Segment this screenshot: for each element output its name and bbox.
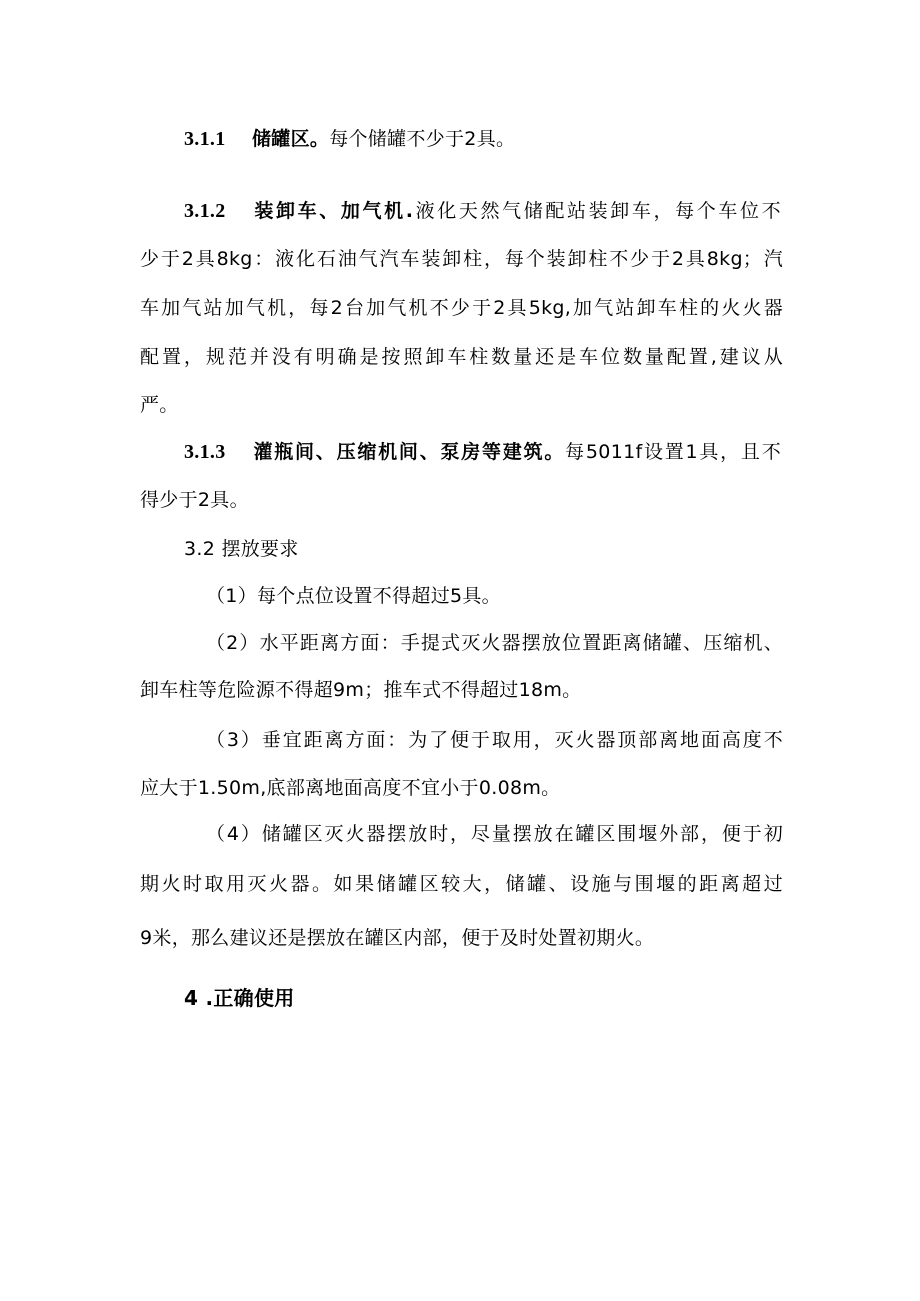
- paragraph-line: 得少于2具。: [140, 489, 249, 511]
- paragraph-line: 严。: [140, 394, 179, 416]
- paragraph-line: 9米，那么建议还是摆放在罐区内部，便于及时处置初期火。: [140, 927, 655, 949]
- paragraph-line: 液化天然气储配站装卸车，每个车位不: [413, 200, 781, 222]
- paragraph-line: 期火时取用灭火器。如果储罐区较大，储罐、设施与围堰的距离超过: [140, 873, 783, 895]
- section-4-heading: 4 .正确使用: [184, 986, 295, 1010]
- list-item: （2）水平距离方面：手提式灭火器摆放位置距离储罐、压缩机、: [206, 632, 783, 654]
- list-item: （4）储罐区灭火器摆放时，尽量摆放在罐区围堰外部，便于初: [206, 823, 783, 845]
- paragraph-line: 少于2具8kg：液化石油气汽车装卸柱，每个装卸柱不少于2具8kg；汽: [140, 248, 783, 270]
- section-number: 3.1.1: [184, 128, 226, 150]
- section-3-1-3: [184, 440, 781, 464]
- section-3-1-1: [184, 127, 515, 151]
- section-number: 3.1.2: [184, 200, 226, 222]
- section-title: 储罐区。: [252, 128, 330, 150]
- paragraph-line: 配置，规范并没有明确是按照卸车柱数量还是车位数量配置,建议从: [140, 346, 783, 368]
- list-item: （3）垂宜距离方面：为了便于取用，灭火器顶部离地面高度不: [206, 729, 783, 751]
- paragraph-line: 车加气站加气机，每2台加气机不少于2具5kg,加气站卸车柱的火火器: [140, 297, 783, 319]
- paragraph-line: 每5011f设置1具，且不: [565, 441, 781, 463]
- section-3-2-heading: 3.2 摆放要求: [184, 538, 299, 560]
- list-item: （1）每个点位设置不得超过5具。: [206, 585, 501, 607]
- paragraph-line: 应大于1.50m,底部离地面高度不宜小于0.08m。: [140, 777, 561, 799]
- section-text: 每个储罐不少于2具。: [329, 128, 516, 150]
- paragraph-line: 卸车柱等危险源不得超9m；推车式不得超过18m。: [140, 679, 582, 701]
- section-number: 3.1.3: [184, 441, 226, 463]
- section-title: 灌瓶间、压缩机间、泵房等建筑。: [252, 441, 566, 463]
- section-3-1-2: [184, 199, 781, 223]
- section-title: 装卸车、加气机.: [252, 200, 414, 222]
